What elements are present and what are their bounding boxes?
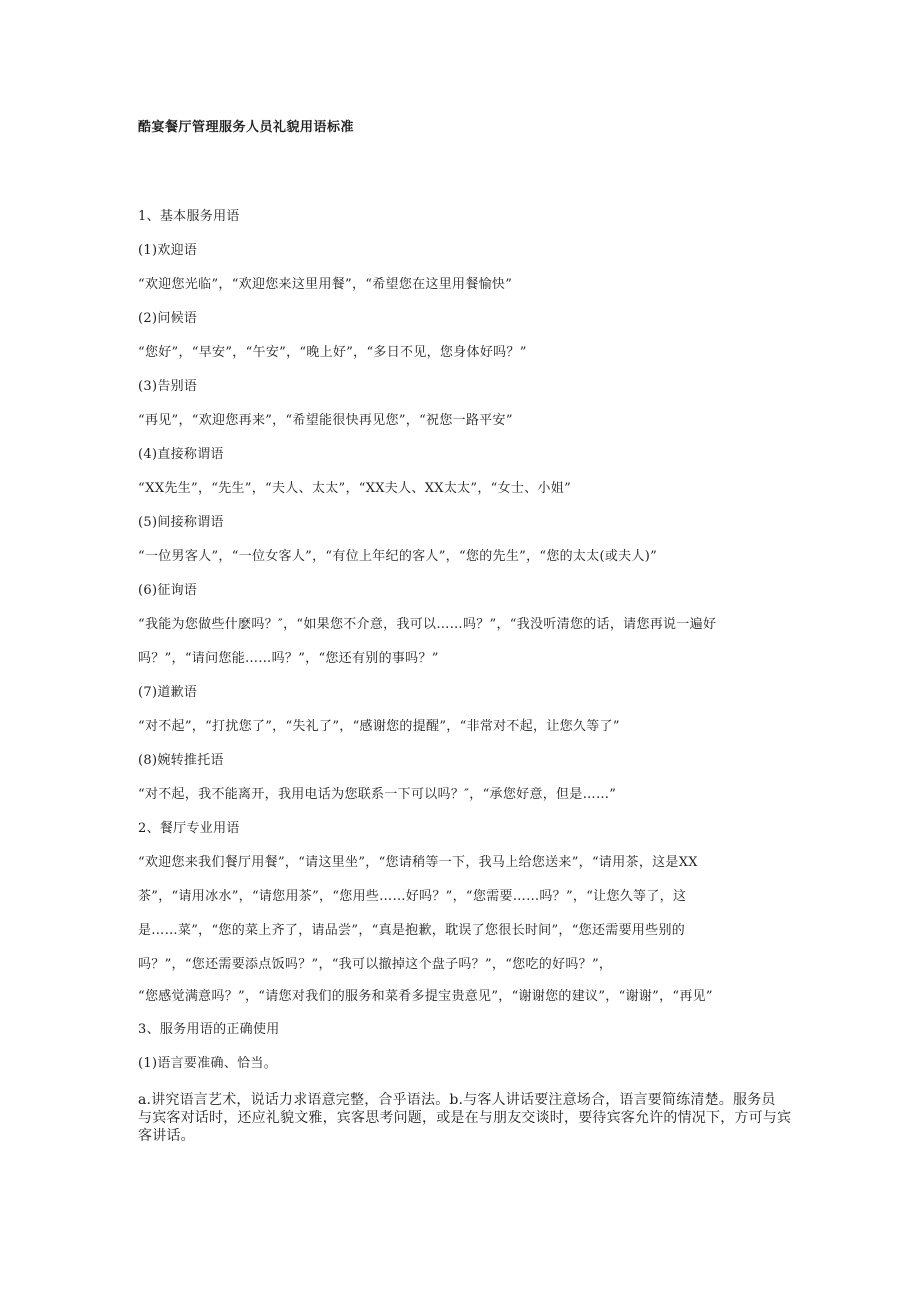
text-line: 吗？”，“您还需要添点饭吗？”，“我可以撤掉这个盘子吗？”，“您吃的好吗？”， [138, 957, 613, 972]
text-line: 茶”，“请用冰水”，“请您用茶”，“您用些……好吗？”，“您需要……吗？”，“让您久等了，这 [138, 889, 687, 904]
paragraph-line: 与宾客对话时，还应礼貌文雅，宾客思考问题，或是在与朋友交谈时，要待宾客允许的情况下，方可与宾 [138, 1110, 792, 1126]
text-line: 是……菜”，“您的菜上齐了，请品尝”，“真是抱歉，耽误了您很长时间”，“您还需要用些别的 [138, 923, 686, 938]
subheading-greeting: (2)问候语 [138, 311, 198, 326]
text-line: 吗？”，“请问您能……吗？”，“您还有别的事吗？” [138, 651, 439, 666]
body-paragraph [138, 1091, 792, 1145]
subheading-decline: (8)婉转推托语 [138, 753, 224, 768]
subheading-direct-address: (4)直接称谓语 [138, 447, 224, 462]
text-line: “您感觉满意吗？”，“请您对我们的服务和菜肴多提宝贵意见”，“谢谢您的建议”，“谢谢”，“再见” [138, 989, 713, 1004]
document-title: 酷宴餐厅管理服务人员礼貌用语标准 [138, 120, 355, 135]
text-line: “您好”，“早安”，“午安”，“晚上好”，“多日不见，您身体好吗？” [138, 345, 527, 360]
subheading-farewell: (3)告别语 [138, 379, 198, 394]
subheading-accurate-language: (1)语言要准确、恰当。 [138, 1056, 278, 1071]
subheading-inquiry: (6)征询语 [138, 583, 198, 598]
text-line: “XX先生”，“先生”，“夫人、太太”，“XX夫人、XX太太”，“女士、小姐” [138, 481, 572, 496]
text-line: “再见”，“欢迎您再来”，“希望能很快再见您”，“祝您一路平安” [138, 413, 513, 428]
section-heading-correct-usage: 3、服务用语的正确使用 [138, 1022, 280, 1037]
text-line: “一位男客人”，“一位女客人”，“有位上年纪的客人”，“您的先生”，“您的太太(或夫人)” [138, 549, 658, 564]
subheading-apology: (7)道歉语 [138, 685, 198, 700]
section-heading-restaurant-terms: 2、餐厅专业用语 [138, 821, 240, 836]
text-line: “对不起，我不能离开，我用电话为您联系一下可以吗？″，“承您好意，但是……” [138, 787, 617, 802]
text-line: “欢迎您光临”，“欢迎您来这里用餐”，“希望您在这里用餐愉快” [138, 277, 513, 292]
subheading-indirect-address: (5)间接称谓语 [138, 515, 224, 530]
text-line: “我能为您做些什麽吗？″，“如果您不介意，我可以……吗？”，“我没听清您的话，请您再说一遍好 [138, 617, 717, 632]
section-heading-basic-service: 1、基本服务用语 [138, 209, 240, 224]
paragraph-line: 客讲话。 [138, 1128, 195, 1144]
paragraph-line: a.讲究语言艺术，说话力求语意完整，合乎语法。b.与客人讲话要注意场合，语言要简练清楚。服务员 [138, 1092, 776, 1108]
subheading-welcome: (1)欢迎语 [138, 243, 198, 258]
text-line: “欢迎您来我们餐厅用餐”，“请这里坐”，“您请稍等一下，我马上给您送来”，“请用茶，这是XX [138, 855, 698, 870]
text-line: “对不起”，“打扰您了”，“失礼了”，“感谢您的提醒”，“非常对不起，让您久等了” [138, 719, 620, 734]
